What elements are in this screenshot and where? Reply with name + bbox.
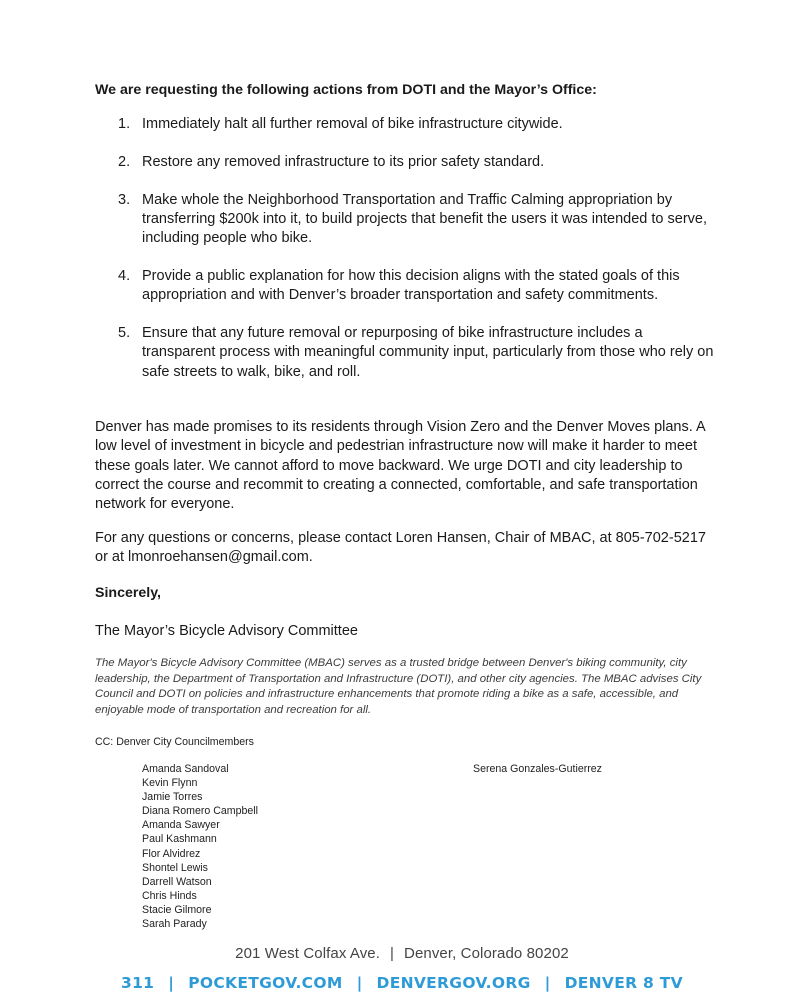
cc-member: Kevin Flynn bbox=[142, 777, 198, 790]
cc-member: Amanda Sandoval bbox=[142, 763, 229, 775]
cc-member: Darrell Watson bbox=[142, 875, 212, 888]
signature: The Mayor’s Bicycle Advisory Committee bbox=[95, 623, 358, 639]
cc-member: Serena Gonzales-Gutierrez bbox=[473, 763, 602, 775]
requests-heading: We are requesting the following actions from DOTI and the Mayor’s Office: bbox=[95, 82, 597, 98]
link-denvergov[interactable]: DENVERGOV.ORG bbox=[376, 974, 531, 992]
cc-label: CC: Denver City Councilmembers bbox=[95, 736, 254, 748]
link-pocketgov[interactable]: POCKETGOV.COM bbox=[188, 974, 343, 992]
link-separator: | bbox=[356, 974, 363, 992]
action-number: 5. bbox=[118, 325, 131, 342]
action-text: Immediately halt all further removal of bike infrastructure citywide. bbox=[142, 116, 563, 132]
cc-member: Chris Hinds bbox=[142, 889, 197, 902]
action-item bbox=[95, 267, 715, 306]
mbac-description: The Mayor's Bicycle Advisory Committee (MBAC) serves as a trusted bridge between Denver's biking community, city leadership, the Department of Transportation and Infrastructure (DOTI), and other city agencies. The MBAC advises City Council and DOTI on policies and infrastructure enhancements that promote riding a bike as a safe, accessible, and enjoyable mode of transportation and recreation for all. bbox=[95, 657, 702, 716]
action-item bbox=[95, 153, 715, 172]
cc-member: Stacie Gilmore bbox=[142, 903, 212, 916]
cc-member: Paul Kashmann bbox=[142, 833, 217, 846]
cc-member: Shontel Lewis bbox=[142, 861, 208, 874]
footer-address bbox=[0, 945, 804, 962]
vision-zero-paragraph: Denver has made promises to its residents through Vision Zero and the Denver Moves plans. A low level of investment in bicycle and pedestrian infrastructure now will make it harder to meet these goals later. We cannot afford to move backward. We urge DOTI and city leadership to correct the course and recommit to creating a connected, comfortable, and safe transportation network for everyone. bbox=[95, 419, 705, 513]
closing: Sincerely, bbox=[95, 585, 161, 601]
link-separator: | bbox=[168, 974, 175, 992]
action-item bbox=[95, 324, 715, 382]
action-text: Provide a public explanation for how this decision aligns with the stated goals of this appropriation and with Denver’s broader transportation and safety commitments. bbox=[142, 267, 680, 304]
action-list bbox=[95, 115, 715, 400]
link-separator: | bbox=[544, 974, 551, 992]
footer-links bbox=[0, 974, 804, 992]
action-text: Restore any removed infrastructure to its prior safety standard. bbox=[142, 153, 545, 170]
cc-member: Sarah Parady bbox=[142, 918, 207, 931]
action-number: 2. bbox=[118, 153, 131, 170]
action-item bbox=[95, 115, 715, 134]
cc-member: Diana Romero Campbell bbox=[142, 805, 258, 818]
action-number: 3. bbox=[118, 191, 131, 208]
cc-member: Jamie Torres bbox=[142, 791, 203, 804]
address-separator: | bbox=[390, 945, 395, 962]
link-denver8tv[interactable]: DENVER 8 TV bbox=[564, 974, 683, 992]
action-item bbox=[95, 191, 715, 249]
address-city: Denver, Colorado 80202 bbox=[404, 945, 569, 962]
action-number: 4. bbox=[118, 267, 131, 284]
cc-member: Flor Alvidrez bbox=[142, 847, 201, 860]
action-text: Ensure that any future removal or repurposing of bike infrastructure includes a transparent process with meaningful community input, particularly from those who rely on safe streets to walk, bike, and roll. bbox=[142, 325, 714, 380]
cc-members-right bbox=[473, 762, 602, 776]
action-number: 1. bbox=[118, 116, 131, 132]
cc-member: Amanda Sawyer bbox=[142, 819, 220, 832]
link-311[interactable]: 311 bbox=[121, 974, 155, 992]
contact-paragraph: For any questions or concerns, please contact Loren Hansen, Chair of MBAC, at 805-702-5217 or at lmonroehansen@gmail.com. bbox=[95, 530, 706, 566]
address-street: 201 West Colfax Ave. bbox=[235, 945, 381, 962]
cc-members-left bbox=[142, 762, 258, 931]
action-text: Make whole the Neighborhood Transportation and Traffic Calming appropriation by transferring $200k into it, to build projects that benefit the users it was intended to serve, including people who bike. bbox=[142, 191, 708, 247]
